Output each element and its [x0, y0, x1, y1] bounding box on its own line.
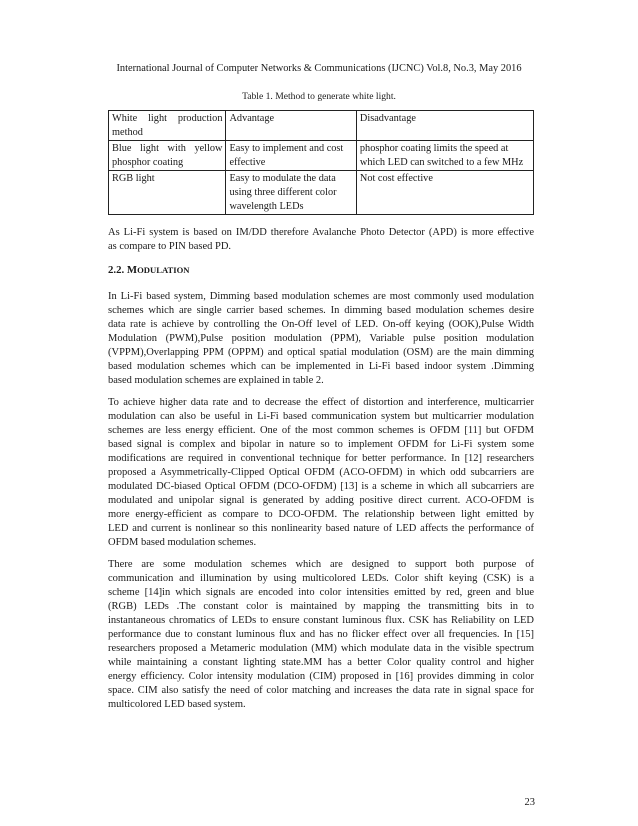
text-line: multicolored LED based system. [108, 699, 246, 711]
paragraph-dimming [108, 290, 534, 388]
column-header-disadvantage: Disadvantage [356, 111, 533, 141]
text-line: Modulation (PWM),Pulse position modulation (PPM), Variable pulse position modulation [108, 333, 534, 345]
text-line: To achieve higher data rate and to decrease the effect of distortion and interference, multicarrier [108, 397, 534, 408]
text-line: modulation can also be useful in Li-Fi based communication system but multicarrier modulation [108, 411, 534, 423]
column-header-method: White light production method [109, 111, 226, 141]
table-cell: Easy to implement and cost effective [226, 141, 356, 171]
page-number: 23 [524, 797, 535, 808]
text-line: (VPPM),Overlapping PPM (OPPM) and optical spatial modulation (OSM) are the main dimming [108, 347, 534, 359]
table-cell: phosphor coating limits the speed at which LED can switched to a few MHz [356, 141, 533, 171]
text-line: In Li-Fi based system, Dimming based modulation schemes are most commonly used modulation [108, 291, 534, 302]
text-line: data rate is achieve by controlling the On-Off level of LED. On-off keying (OOK),Pulse Width [108, 319, 534, 331]
paragraph-csk [108, 558, 534, 713]
text-line: instantaneous chromatics of LEDs to ensure constant luminous flux. CSK has Reliability on LED [108, 615, 534, 627]
text-line: while maintaining a constant lighting state.MM has a better Color quality control and higher [108, 657, 534, 669]
paragraph-ofdm [108, 396, 534, 551]
text-line: schemes are less energy efficient. One of the most common schemes is OFDM [11] but OFDM [108, 425, 534, 437]
table-cell: Easy to modulate the data using three different color wavelength LEDs [226, 171, 356, 215]
text-line: As Li-Fi system is based on IM/DD therefore Avalanche Photo Detector (APD) is more effective [108, 227, 534, 238]
text-line: modulated and unipolar signal is generated by adding positive direct current. ACO-OFDM is [108, 495, 534, 507]
text-line: scheme [14]in which signals are encoded into color intensities emitted by red, green and blue [108, 587, 534, 599]
column-header-advantage: Advantage [226, 111, 356, 141]
journal-header: International Journal of Computer Networks & Communications (IJCNC) Vol.8, No.3, May 2016 [116, 63, 522, 74]
text-line: schemes which are single carrier based schemes. In dimming based modulation schemes desire [108, 305, 534, 317]
text-line: researchers proposed a Metameric modulation (MM) which modulate data in the visible spectrum [108, 643, 534, 655]
section-title-rest: ODULATION [137, 265, 190, 275]
table-header-row [109, 111, 534, 141]
table-cell: RGB light [109, 171, 226, 215]
text-line: proposed a Asymmetrically-Clipped Optical OFDM (ACO-OFDM) in which odd subcarriers are [108, 467, 534, 479]
text-line: OFDM based modulation schemes. [108, 537, 257, 549]
section-number: 2.2. [108, 264, 125, 276]
table-cell: Not cost effective [356, 171, 533, 215]
text-line: space. CIM also satisfy the need of color matching and increases the data rate in signal space for [108, 685, 534, 697]
section-title-initial: M [126, 264, 138, 276]
text-line: modulated DC-biased Optical OFDM (DCO-OFDM) [13] is a scheme in which all subcarriers are [108, 481, 534, 493]
text-line: performance due to constant luminous flux and has no flicker effect over all frequencies. In [15] [108, 629, 534, 641]
text-line: (RGB) LEDs .The constant color is maintained by mapping the transmitting bits in to [108, 601, 534, 613]
text-line: energy efficiency. Color intensity modulation (CIM) proposed in [16] provides dimming in color [108, 671, 534, 683]
table-row [109, 171, 534, 215]
text-line: more energy-efficient as compare to DCO-OFDM. The relationship between light emitted by [108, 509, 534, 521]
table-cell: Blue light with yellow phosphor coating [109, 141, 226, 171]
text-line: based signal is complex and bipolar in nature so to implement OFDM for Li-Fi system some [108, 439, 534, 451]
text-line: based modulation schemes which can be implemented in Li-Fi based indoor system .Dimming [108, 361, 534, 373]
text-line: There are some modulation schemes which are designed to support both purpose of [108, 559, 534, 570]
table-caption: Table 1. Method to generate white light. [242, 91, 396, 102]
text-line: as compare to PIN based PD. [108, 241, 232, 253]
table-row [109, 141, 534, 171]
text-line: LED and current is nonlinear so this nonlinearity based nature of LED affects the performance of [108, 523, 534, 535]
text-line: modifications are required in conventional technique for better performance. In [12] researchers [108, 453, 534, 465]
text-line: based modulation schemes are explained in table 2. [108, 375, 324, 387]
text-line: communication and illumination by using multicolored LEDs. Color shift keying (CSK) is a [108, 573, 534, 585]
white-light-methods-table [108, 110, 534, 215]
paragraph-apd [108, 226, 534, 254]
section-heading [108, 264, 189, 276]
